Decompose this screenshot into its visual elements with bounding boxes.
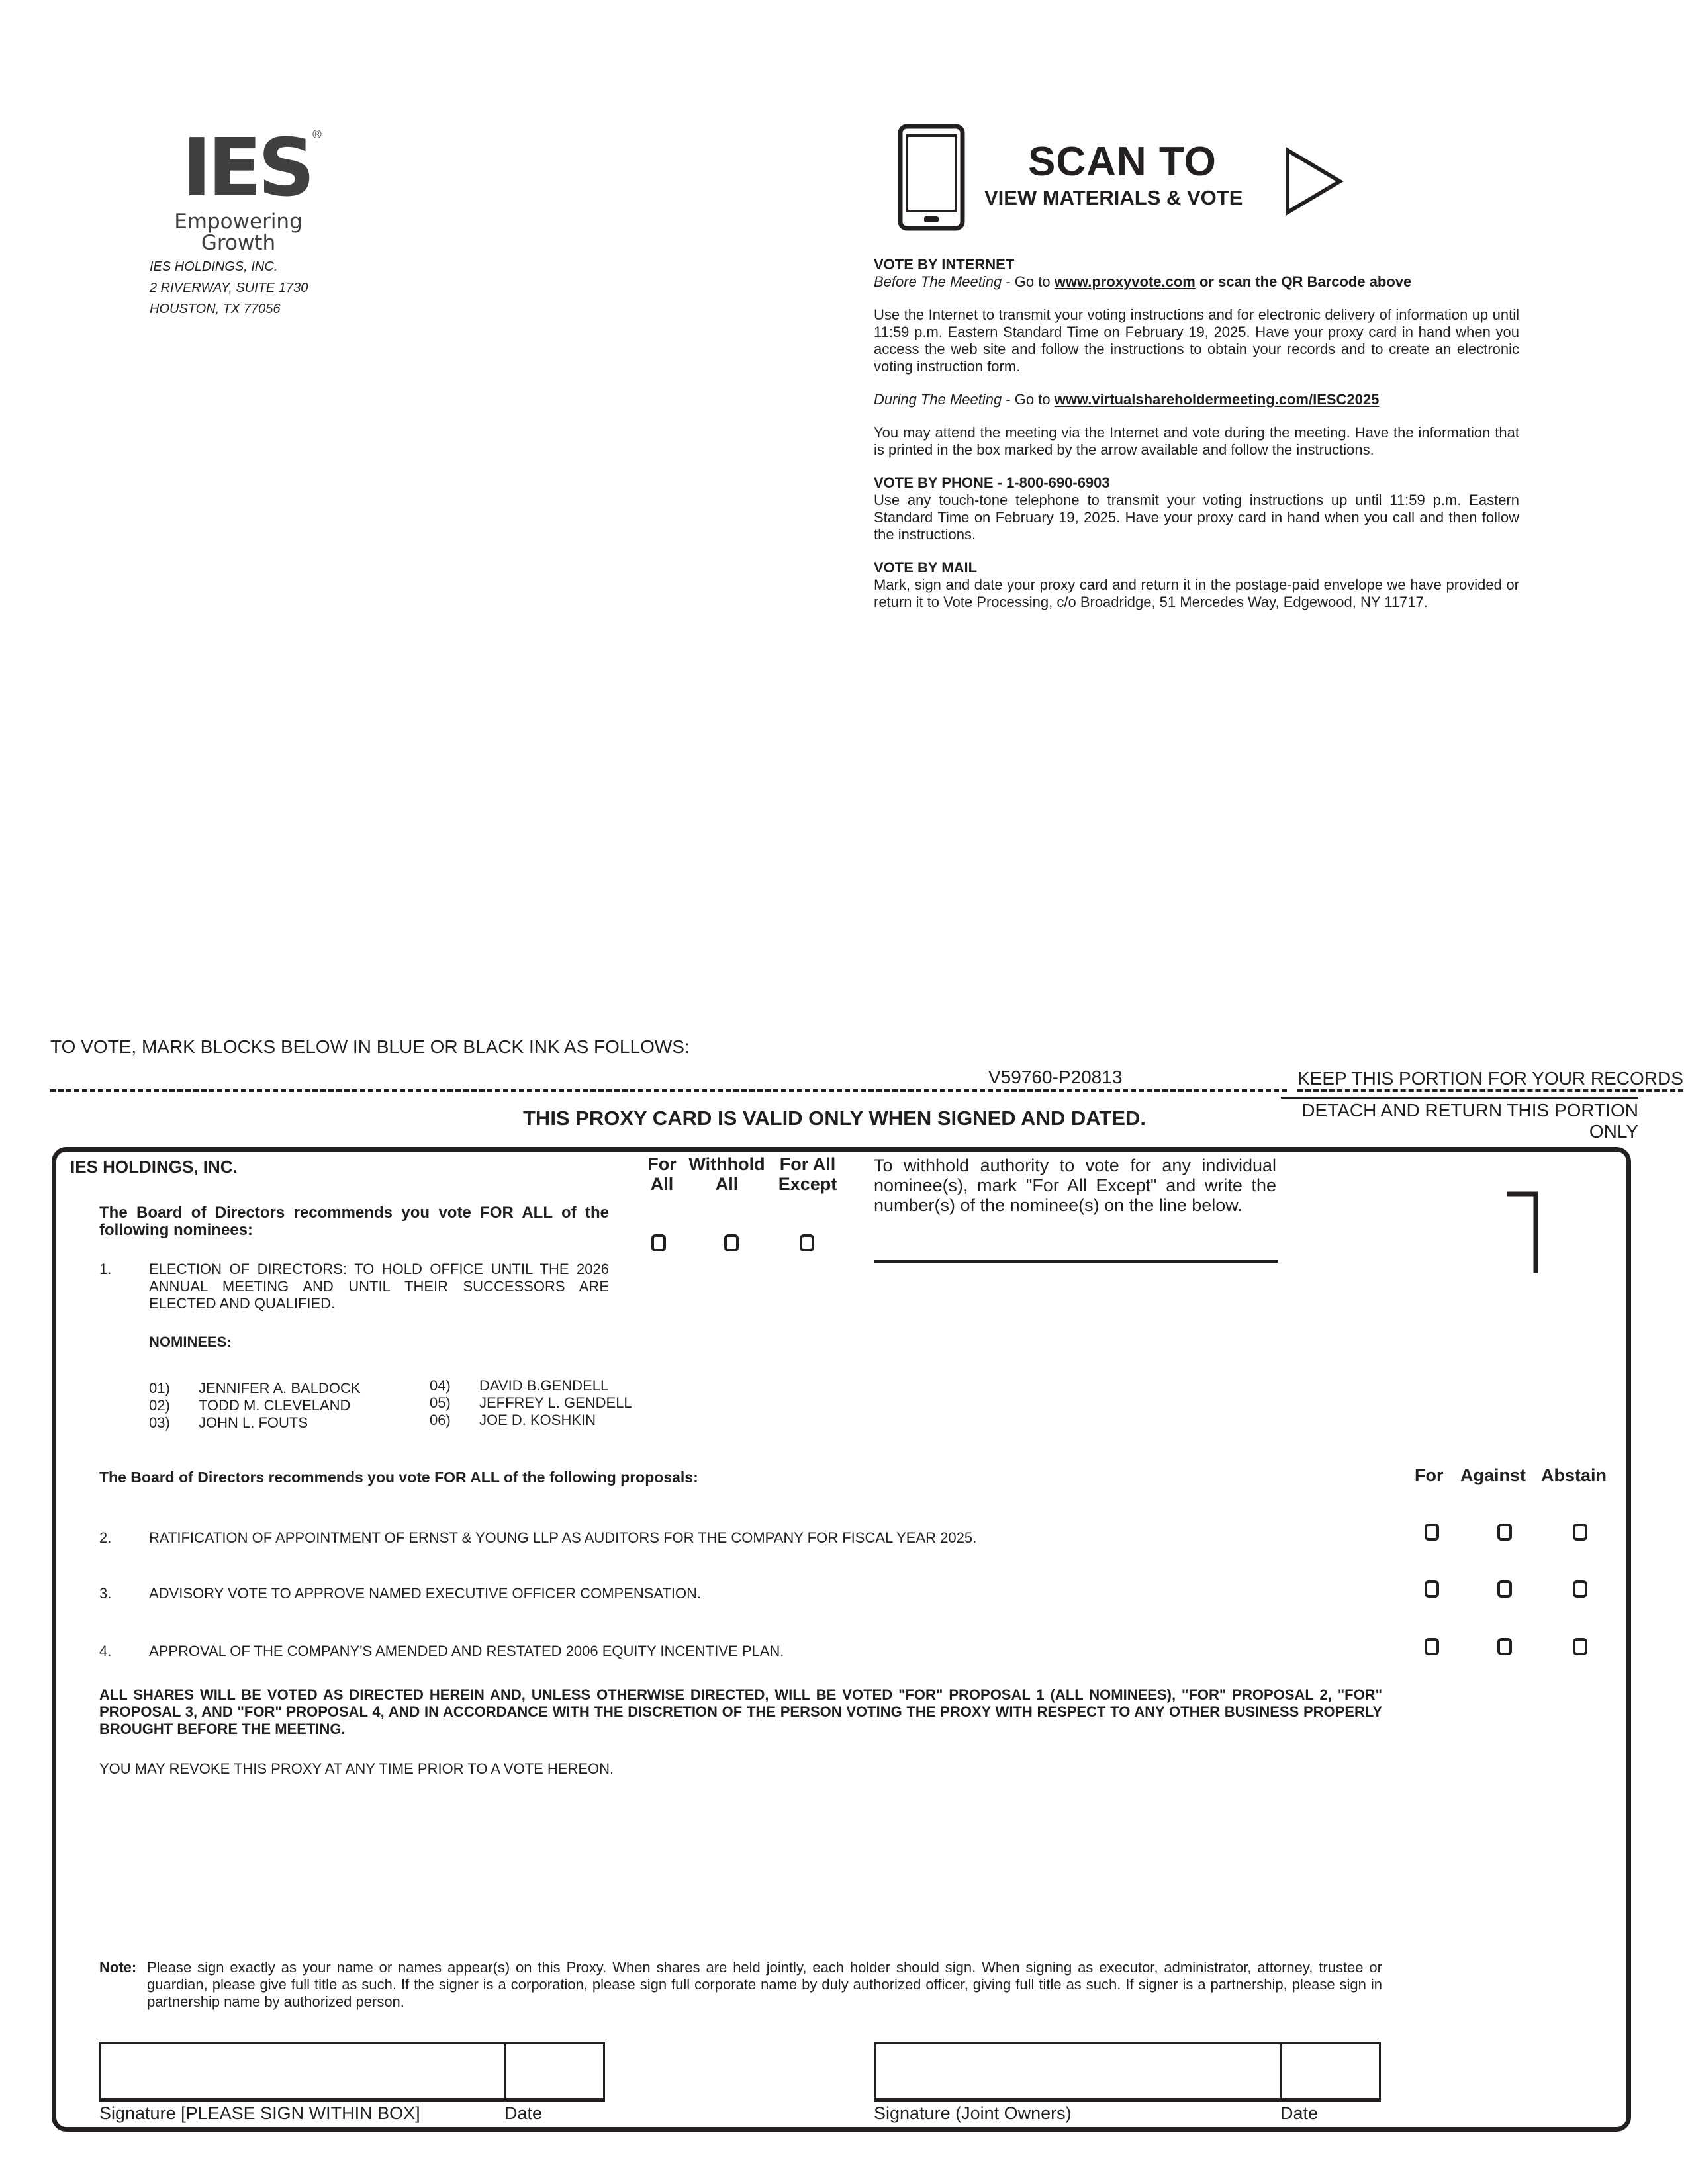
nominee-row: 05) JEFFREY L. GENDELL	[430, 1394, 632, 1411]
during-meeting-line: During The Meeting - Go to www.virtualshareholdermeeting.com/IESC2025	[874, 391, 1380, 408]
nominees-right	[430, 1377, 632, 1429]
arrow-right-icon	[1284, 147, 1344, 216]
signing-note: Note:	[99, 1959, 137, 1976]
logo-wordmark: IES®	[182, 122, 324, 214]
col-for: For	[1415, 1465, 1444, 1485]
proposal-4-abstain-checkbox[interactable]	[1573, 1638, 1587, 1655]
proposal-3-text: ADVISORY VOTE TO APPROVE NAMED EXECUTIVE OFFICER COMPENSATION.	[149, 1585, 702, 1602]
col-for-all: For All	[647, 1154, 677, 1194]
board-rec-nominees: The Board of Directors recommends you vote FOR ALL of the following nominees:	[99, 1204, 609, 1239]
board-rec-proposals: The Board of Directors recommends you vote FOR ALL of the following proposals:	[99, 1469, 698, 1486]
all-shares-statement: ALL SHARES WILL BE VOTED AS DIRECTED HEREIN AND, UNLESS OTHERWISE DIRECTED, WILL BE VOTED "FOR" PROPOSAL 1 (ALL NOMINEES), "FOR" PROPOSAL 2, "FOR" PROPOSAL 3, AND "FOR" PROPOSAL 4, AND IN ACCORDANCE WITH THE DISCRETION OF THE PERSON VOTING THE PROXY WITH RESPECT TO ANY OTHER BUSINESS PROPERLY BROUGHT BEFORE THE MEETING.	[99, 1686, 1382, 1737]
nominee-row: 04) DAVID B.GENDELL	[430, 1377, 609, 1394]
proposal-4-text: APPROVAL OF THE COMPANY'S AMENDED AND RESTATED 2006 EQUITY INCENTIVE PLAN.	[149, 1643, 784, 1659]
scan-subtitle: VIEW MATERIALS & VOTE	[984, 186, 1243, 209]
control-code: V59760-P20813	[984, 1067, 1126, 1088]
proposal-3-number: 3.	[99, 1585, 112, 1602]
valid-notice: THIS PROXY CARD IS VALID ONLY WHEN SIGNED AND DATED.	[523, 1107, 1147, 1130]
item1-text: ELECTION OF DIRECTORS: TO HOLD OFFICE UNTIL THE 2026 ANNUAL MEETING AND UNTIL THEIR SUCCESSORS ARE ELECTED AND QUALIFIED.	[149, 1261, 609, 1312]
proposal-2-against-checkbox[interactable]	[1497, 1524, 1512, 1541]
proposal-3-for-checkbox[interactable]	[1425, 1580, 1439, 1598]
proposal-2-for-checkbox[interactable]	[1425, 1524, 1439, 1541]
company-logo	[174, 122, 328, 255]
joint-date-label: Date	[1280, 2103, 1319, 2123]
voting-instructions	[874, 256, 1519, 611]
nominee-row: 01) JENNIFER A. BALDOCK	[149, 1380, 361, 1396]
company-address	[150, 256, 308, 320]
logo-tagline: Empowering Growth	[174, 210, 303, 255]
before-meeting-line: Before The Meeting - Go to www.proxyvote.com or scan the QR Barcode above	[874, 273, 1412, 290]
col-for-all-except: For All Except	[778, 1154, 837, 1194]
nominee-row: 06) JOE D. KOSHKIN	[430, 1412, 596, 1428]
nominees-label: NOMINEES:	[149, 1334, 232, 1350]
vote-internet-heading: VOTE BY INTERNET	[874, 256, 1015, 273]
address-line: IES HOLDINGS, INC.	[150, 259, 278, 274]
nominee-exception-line[interactable]	[874, 1260, 1278, 1263]
vote-mail-heading: VOTE BY MAIL	[874, 559, 978, 576]
scan-title: SCAN TO	[1028, 139, 1217, 185]
virtual-meeting-link[interactable]: www.virtualshareholdermeeting.com/IESC2025	[1054, 391, 1380, 408]
proxyvote-link[interactable]: www.proxyvote.com	[1054, 273, 1196, 290]
proposal-4-number: 4.	[99, 1643, 112, 1659]
vote-phone-text: Use any touch-tone telephone to transmit your voting instructions up until 11:59 p.m. Eastern Standard Time on February 19, 2025. Have your proxy card in hand when you call and then follow the instructions.	[874, 492, 1519, 543]
proposal-4-for-checkbox[interactable]	[1425, 1638, 1439, 1655]
mark-instructions: TO VOTE, MARK BLOCKS BELOW IN BLUE OR BLACK INK AS FOLLOWS:	[50, 1036, 690, 1057]
address-line: 2 RIVERWAY, SUITE 1730	[150, 281, 308, 295]
revoke-statement: YOU MAY REVOKE THIS PROXY AT ANY TIME PRIOR TO A VOTE HEREON.	[99, 1760, 614, 1777]
vote-mail-text: Mark, sign and date your proxy card and return it in the postage-paid envelope we have provided or return it to Vote Processing, c/o Broadridge, 51 Mercedes Way, Edgewood, NY 11717.	[874, 576, 1519, 610]
proposal-2-abstain-checkbox[interactable]	[1573, 1524, 1587, 1541]
col-against: Against	[1460, 1465, 1526, 1485]
date-box[interactable]	[504, 2042, 605, 2102]
registration-corner-mark	[1507, 1191, 1538, 1275]
address-line: HOUSTON, TX 77056	[150, 302, 281, 316]
proposal-2-text: RATIFICATION OF APPOINTMENT OF ERNST & YOUNG LLP AS AUDITORS FOR THE COMPANY FOR FISCAL YEAR 2025.	[149, 1529, 977, 1546]
signature-box[interactable]	[99, 2042, 506, 2102]
joint-date-box[interactable]	[1280, 2042, 1381, 2102]
phone-icon	[898, 124, 965, 231]
item1-number: 1.	[99, 1261, 112, 1277]
signing-note-text: Please sign exactly as your name or names appear(s) on this Proxy. When shares are held jointly, each holder should sign. When signing as executor, administrator, attorney, trustee or guardian, please give full title as such. If the signer is a corporation, please sign full corporate name by duly authorized officer, giving full title as such. If signer is a partnership, please sign in partnership name by authorized person.	[147, 1959, 1382, 2010]
signature-label: Signature [PLEASE SIGN WITHIN BOX]	[99, 2103, 420, 2123]
for-all-except-checkbox[interactable]	[800, 1234, 814, 1251]
proposal-3-against-checkbox[interactable]	[1497, 1580, 1512, 1598]
proposal-3-abstain-checkbox[interactable]	[1573, 1580, 1587, 1598]
nominee-row: 03) JOHN L. FOUTS	[149, 1414, 308, 1431]
vote-phone-heading: VOTE BY PHONE - 1-800-690-6903	[874, 475, 1110, 491]
col-withhold-all: Withhold All	[688, 1154, 765, 1194]
col-abstain: Abstain	[1541, 1465, 1607, 1485]
detach-portion-label: DETACH AND RETURN THIS PORTION ONLY	[1281, 1097, 1638, 1142]
keep-portion-label: KEEP THIS PORTION FOR YOUR RECORDS	[1297, 1068, 1683, 1092]
for-all-checkbox[interactable]	[651, 1234, 666, 1251]
proposal-4-against-checkbox[interactable]	[1497, 1638, 1512, 1655]
date-label: Date	[504, 2103, 543, 2123]
internet-paragraph: Use the Internet to transmit your voting instructions and for electronic delivery of information up until 11:59 p.m. Eastern Standard Time on February 19, 2025. Have your proxy card in hand when you access the web site and follow the instructions to obtain your records and to create an electronic voting instruction form.	[874, 306, 1519, 375]
during-meeting-paragraph: You may attend the meeting via the Internet and vote during the meeting. Have the information that is printed in the box marked by the arrow available and follow the instructions.	[874, 424, 1519, 458]
withhold-instructions: To withhold authority to vote for any individual nominee(s), mark "For All Except" and write the number(s) of the nominee(s) on the line below.	[874, 1156, 1276, 1215]
joint-signature-label: Signature (Joint Owners)	[874, 2103, 1072, 2123]
joint-signature-box[interactable]	[874, 2042, 1282, 2102]
nominee-row: 02) TODD M. CLEVELAND	[149, 1397, 351, 1414]
withhold-all-checkbox[interactable]	[724, 1234, 739, 1251]
nominees-left	[149, 1380, 361, 1432]
proposal-2-number: 2.	[99, 1529, 112, 1546]
card-company-name: IES HOLDINGS, INC.	[70, 1157, 238, 1177]
detach-line	[50, 1089, 1287, 1092]
